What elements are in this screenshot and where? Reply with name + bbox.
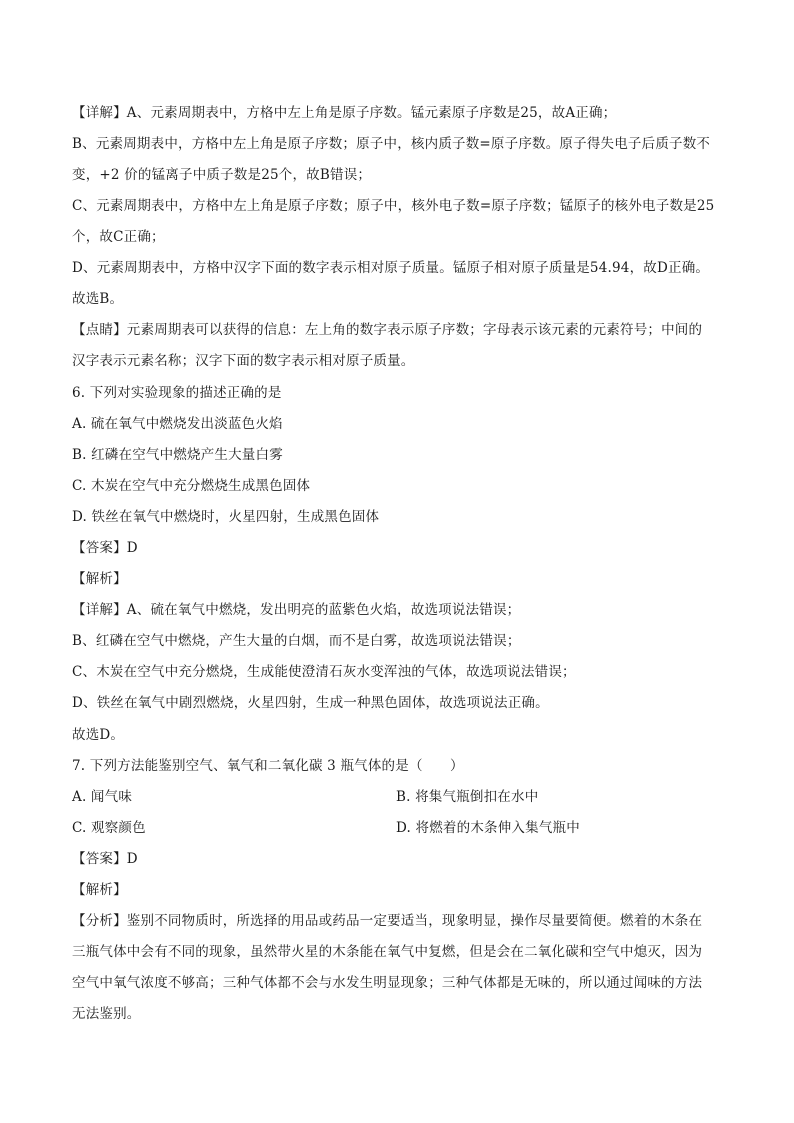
question-6-detail-a: 【详解】A、硫在氧气中燃烧，发出明亮的蓝紫色火焰，故选项说法错误； — [72, 602, 521, 618]
detail-b-line-2: 变，+2 价的锰离子中质子数是25个，故B错误； — [72, 167, 372, 183]
detail-a-line: 【详解】A、元素周期表中，方格中左上角是原子序数。锰元素原子序数是25，故A正确； — [72, 105, 617, 121]
question-7-analysis-label: 【解析】 — [72, 882, 127, 898]
question-7-option-c: C. 观察颜色 — [72, 820, 146, 836]
tip-line-2: 汉字表示元素名称；汉字下面的数字表示相对原子质量。 — [72, 353, 415, 369]
question-7-answer: 【答案】D — [72, 851, 138, 867]
question-7-options-row-1 — [72, 787, 712, 807]
question-7-title: 7. 下列方法能鉴别空气、氧气和二氧化碳 3 瓶气体的是（ ） — [72, 758, 464, 774]
tip-line-1: 【点睛】元素周期表可以获得的信息：左上角的数字表示原子序数；字母表示该元素的元素符号；中间的 — [72, 322, 703, 338]
question-6-detail-d: D、铁丝在氧气中剧烈燃烧，火星四射，生成一种黑色固体，故选项说法正确。 — [72, 695, 549, 711]
conclusion-b: 故选B。 — [72, 291, 124, 307]
question-6-option-c: C. 木炭在空气中充分燃烧生成黑色固体 — [72, 478, 311, 494]
question-6-detail-c: C、木炭在空气中充分燃烧，生成能使澄清石灰水变浑浊的气体，故选项说法错误； — [72, 664, 576, 680]
question-7-option-b: B. 将集气瓶倒扣在水中 — [396, 789, 539, 805]
question-6-conclusion: 故选D。 — [72, 727, 125, 743]
detail-c-line-2: 个，故C正确； — [72, 229, 165, 245]
question-6-option-b: B. 红磷在空气中燃烧产生大量白雾 — [72, 447, 283, 463]
question-6-option-d: D. 铁丝在氧气中燃烧时，火星四射，生成黑色固体 — [72, 509, 380, 525]
question-6-option-a: A. 硫在氧气中燃烧发出淡蓝色火焰 — [72, 416, 283, 432]
question-7-option-a: A. 闻气味 — [72, 789, 133, 805]
detail-b-line-1: B、元素周期表中，方格中左上角是原子序数；原子中，核内质子数=原子序数。原子得失电子后质子数不 — [72, 136, 711, 152]
question-7-analysis-line-4: 无法鉴别。 — [72, 1006, 141, 1022]
detail-d-line: D、元素周期表中，方格中汉字下面的数字表示相对原子质量。锰原子相对原子质量是54.94，故D正确。 — [72, 260, 710, 276]
question-6-answer: 【答案】D — [72, 540, 138, 556]
question-6-analysis-label: 【解析】 — [72, 571, 127, 587]
question-6-detail-b: B、红磷在空气中燃烧，产生大量的白烟，而不是白雾，故选项说法错误； — [72, 633, 521, 649]
question-7-options-row-2 — [72, 818, 712, 838]
question-7-analysis-line-3: 空气中氧气浓度不够高；三种气体都不会与水发生明显现象；三种气体都是无味的，所以通过闻味的方法 — [72, 975, 703, 991]
question-7-analysis-line-1: 【分析】鉴别不同物质时，所选择的用品或药品一定要适当，现象明显，操作尽量要简便。燃着的木条在 — [72, 913, 703, 929]
question-6-title: 6. 下列对实验现象的描述正确的是 — [72, 385, 282, 401]
question-7-analysis-line-2: 三瓶气体中会有不同的现象，虽然带火星的木条能在氧气中复燃，但是会在二氧化碳和空气中熄灭，因为 — [72, 944, 703, 960]
detail-c-line-1: C、元素周期表中，方格中左上角是原子序数；原子中，核外电子数=原子序数；锰原子的核外电子数是25 — [72, 198, 715, 214]
question-7-option-d: D. 将燃着的木条伸入集气瓶中 — [396, 820, 580, 836]
